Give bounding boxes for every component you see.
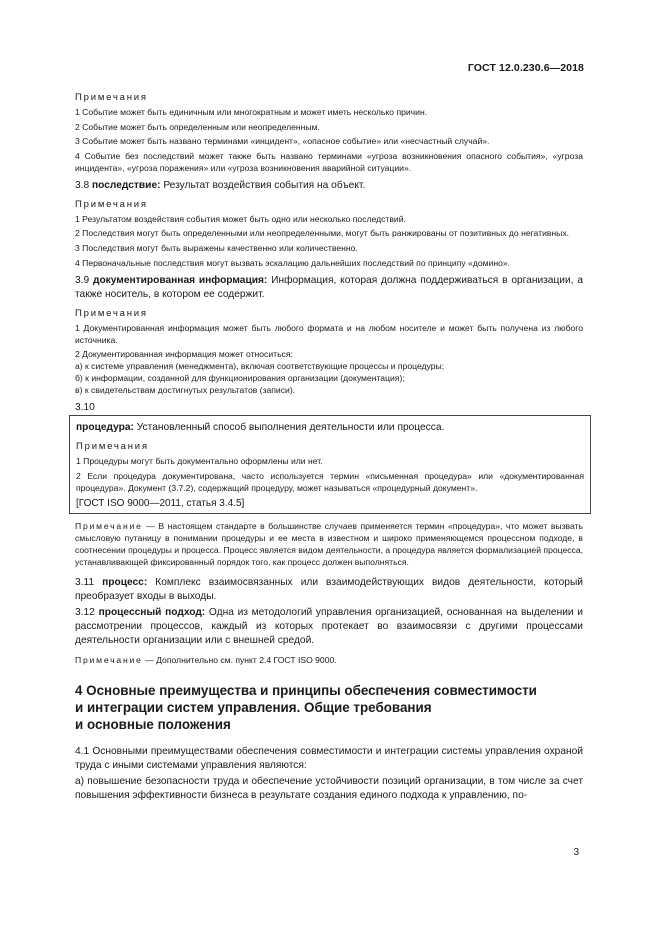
note-item: 2 Последствия могут быть определенными или неопределенными, могут быть ранжированы от позитивных до негативных. <box>75 228 570 239</box>
term-definition: Информация, которая должна поддерживаться в организации, а также носитель, в котором ее содержит. <box>75 274 583 300</box>
body-paragraph: 4.1 Основными преимуществами обеспечения совместимости и интеграции системы управления охраной труда с иными системами управления являются: <box>75 745 583 771</box>
term-name: процесс: <box>102 576 148 588</box>
term-definition: Результат воздействия события на объект. <box>160 179 366 191</box>
note-item: 2 Событие может быть определенным или неопределенным. <box>75 121 320 132</box>
term-number: 3.10 <box>75 402 95 414</box>
note-label: Примечание <box>75 520 143 531</box>
body-paragraph: а) повышение безопасности труда и обеспечение устойчивости позиций организации, в том числе за счет повышения эффективности бизнеса в результате создания единого подхода к управлению, по- <box>75 775 583 801</box>
term-3-10-box <box>69 415 591 514</box>
note-item: 3 Событие может быть названо терминами «инцидент», «опасное событие» или «несчастный случай». <box>75 136 490 147</box>
notes-title: Примечания <box>75 307 148 319</box>
term-number: 3.12 <box>75 606 95 618</box>
note-item: 1 Документированная информация может быть любого формата и на любом носителе и может быть получена из любого источника. <box>75 322 583 345</box>
heading-line: 4 Основные преимущества и принципы обеспечения совместимости <box>75 682 537 698</box>
note-item: 1 Событие может быть единичным или многократным и может иметь несколько причин. <box>75 107 428 117</box>
term-number: 3.9 <box>75 274 90 286</box>
heading-line: и интеграции систем управления. Общие требования <box>75 699 432 715</box>
source-reference: [ГОСТ ISO 9000—2011, статья 3.4.5] <box>76 497 245 509</box>
term-3-11 <box>75 576 583 604</box>
heading-line: и основные положения <box>75 716 231 732</box>
term-definition: Одна из методологий управления организацией, основанная на выделении и рассмотрении процессов, каждый из которых протекает во взаимосвязи с другими процессами деятельности организации или с внешней средой. <box>75 606 583 646</box>
term-name: процедура: <box>76 422 134 434</box>
note-item: 1 Процедуры могут быть документально оформлены или нет. <box>76 456 323 467</box>
notes-title: Примечания <box>75 92 148 103</box>
notes-title: Примечания <box>76 441 149 453</box>
note-text: — Дополнительно см. пункт 2.4 ГОСТ ISO 9000. <box>142 654 337 665</box>
page-number: 3 <box>573 847 579 858</box>
page-content <box>75 92 583 805</box>
term-3-12 <box>75 606 583 648</box>
document-header: ГОСТ 12.0.230.6—2018 <box>467 62 584 74</box>
term-definition: Комплекс взаимосвязанных или взаимодействующих видов деятельности, который преобразует входы в выходы. <box>75 576 583 602</box>
note-item: 2 Если процедура документирована, часто используется термин «письменная процедура» или «документированная процедура». Документ (3.7.2), содержащий процедуру, может называться «процедурный документ». <box>76 470 584 493</box>
note-item: 1 Результатом воздействия события может быть одно или несколько последствий. <box>75 213 406 224</box>
note-item: 3 Последствия могут быть выражены качественно или количественно. <box>75 242 358 253</box>
term-name: процессный подход: <box>98 606 206 618</box>
term-number: 3.8 <box>75 179 90 191</box>
note-label: Примечание <box>75 654 143 665</box>
term-name: документированная информация: <box>92 274 268 286</box>
note-subitem: а) к системе управления (менеджмента), включая соответствующие процессы и процедуры; <box>75 361 445 372</box>
note-subitem: в) к свидетельствам достигнутых результатов (записи). <box>75 385 296 396</box>
note-item: 4 Первоначальные последствия могут вызвать эскалацию дальнейших последствий по принципу «домино». <box>75 257 511 268</box>
term-name: последствие: <box>92 179 161 191</box>
notes-title: Примечания <box>75 198 148 210</box>
note-paragraph <box>75 520 583 568</box>
note-subitem: б) к информации, созданной для функционирования организации (документация); <box>75 373 405 384</box>
term-definition: Установленный способ выполнения деятельности или процесса. <box>133 422 445 434</box>
note-paragraph <box>75 654 583 666</box>
term-number: 3.11 <box>75 576 95 588</box>
section-heading <box>75 682 583 733</box>
note-text: — В настоящем стандарте в большинстве случаев применяется термин «процедура», что может вызвать смысловую путаницу в понимании процедуры и ее места в известном и широко применяющемся процессном подходе, в соотнесении процедуры и процесса. Процесс является видом деятельности, а процедура является формализацией процесса, устанавливающей фиксированный порядок того, как процесс должен выполняться. <box>75 520 583 567</box>
note-item: 2 Документированная информация может относиться: <box>75 349 293 360</box>
term-3-10 <box>76 421 584 435</box>
term-3-9 <box>75 274 583 302</box>
term-3-8 <box>75 179 583 193</box>
note-item: 4 Событие без последствий может также быть названо терминами «угроза возникновения опасного события», «угроза инцидента», «угроза поражения» или «угроза возникновения аварийной ситуации». <box>75 150 583 173</box>
